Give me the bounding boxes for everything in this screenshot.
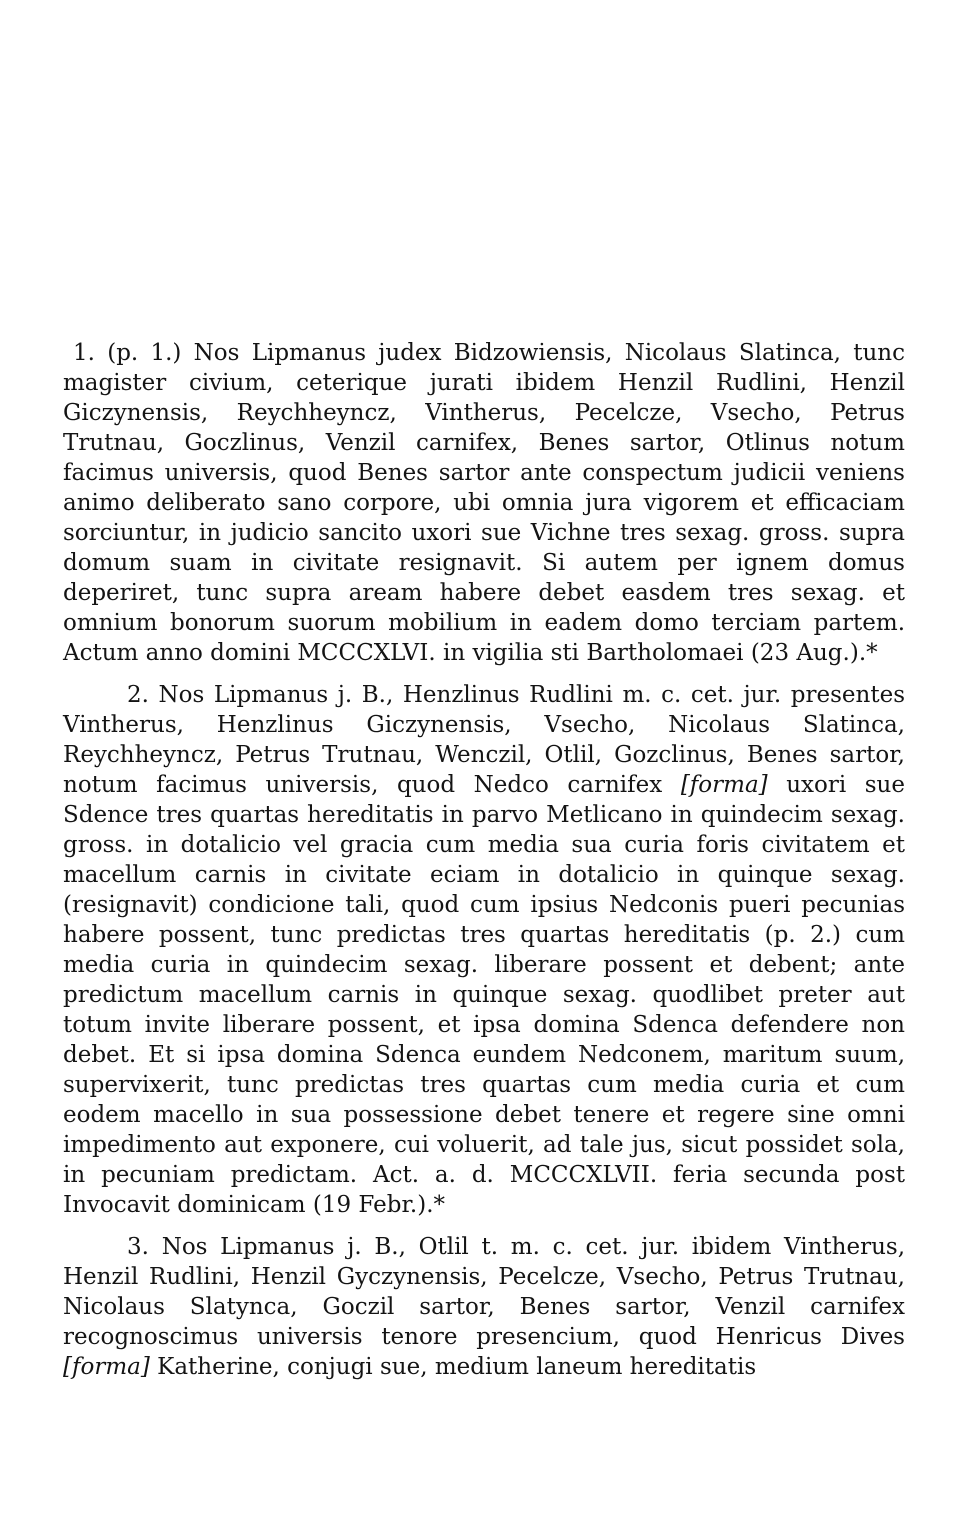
entry-number: 3. [127, 1234, 149, 1260]
entry-3 [63, 1232, 905, 1382]
entry-text-part: Nos Lipmanus j. B., Otlil t. m. c. cet. jur. ibidem Vintherus, Henzil Rudlini, Henzil Gyczynensis, Pecelcze, Vsecho, Petrus Trutnau, Nicolaus Slatynca, Goczil sartor, Benes sartor, Venzil carnifex recognoscimus universis tenore presencium, quod Henricus Dives [63, 1234, 906, 1350]
entry-2 [63, 680, 905, 1220]
entry-text-part: Nos Lipmanus j. B., Henzlinus Rudlini m. c. cet. jur. presentes Vintherus, Henzlinus Giczynensis, Vsecho, Nicolaus Slatinca, Reychheyncz, Petrus Trutnau, Wenczil, Otlil, Gozclinus, Benes sartor, notum facimus universis, quod Nedco carnifex [63, 682, 906, 798]
forma-mark: [forma] [680, 772, 768, 798]
entry-text-part: Katherine, conjugi sue, medium laneum hereditatis [149, 1354, 757, 1380]
document-page [63, 338, 905, 1382]
entry-text: (p. 1.) Nos Lipmanus judex Bidzowiensis, Nicolaus Slatinca, tunc magister civium, ceterique jurati ibidem Henzil Rudlini, Henzil Giczynensis, Reychheyncz, Vintherus, Pecelcze, Vsecho, Petrus Trutnau, Goczlinus, Venzil carnifex, Benes sartor, Otlinus notum facimus universis, quod Benes sartor ante conspectum judicii veniens animo deliberato sano corpore, ubi omnia jura vigorem et efficaciam sorciuntur, in judicio sancito uxori sue Vichne tres sexag. gross. supra domum suam in civitate resignavit. Si autem per ignem domus deperiret, tunc supra aream habere debet easdem tres sexag. et omnium bonorum suorum mobilium in eadem domo terciam partem. Actum anno domini MCCCXLVI. in vigilia sti Bartholomaei (23 Aug.).* [63, 340, 906, 666]
entry-number: 1. [73, 340, 95, 366]
entry-number: 2. [127, 682, 149, 708]
entry-text-part: uxori sue Sdence tres quartas hereditatis in parvo Metlicano in quindecim sexag. gross. in dotalicio vel gracia cum media sua curia foris civitatem et macellum carnis in civitate eciam in dotalicio in quinque sexag. (resignavit) condicione tali, quod cum ipsius Nedconis pueri pecunias habere possent, tunc predictas tres quartas hereditatis (p. 2.) cum media curia in quindecim sexag. liberare possent et debent; ante predictum macellum carnis in quinque sexag. quodlibet preter aut totum invite liberare possent, et ipsa domina Sdenca defendere non debet. Et si ipsa domina Sdenca eundem Nedconem, maritum suum, supervixerit, tunc predictas tres quartas cum media curia et cum eodem macello in sua possessione debet tenere et regere sine omni impedimento aut exponere, cui voluerit, ad tale jus, sicut possidet sola, in pecuniam predictam. Act. a. d. MCCCXLVII. feria secunda post Invocavit dominicam (19 Febr.).* [63, 772, 905, 1218]
entry-1 [63, 338, 905, 668]
forma-mark: [forma] [63, 1354, 150, 1380]
